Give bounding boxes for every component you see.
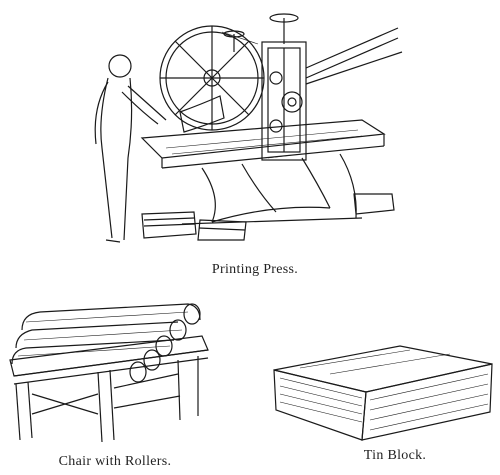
roller-chair-engraving-icon <box>2 300 216 446</box>
chair-with-rollers-illustration <box>2 300 216 446</box>
printing-press-caption: Printing Press. <box>211 262 299 277</box>
tin-block-illustration <box>270 342 496 446</box>
tin-block-caption: Tin Block. <box>363 448 427 463</box>
tin-block-engraving-icon <box>270 342 496 446</box>
printing-press-illustration <box>62 8 410 248</box>
chair-with-rollers-caption: Chair with Rollers. <box>58 454 172 469</box>
printing-press-engraving-icon <box>62 8 410 248</box>
